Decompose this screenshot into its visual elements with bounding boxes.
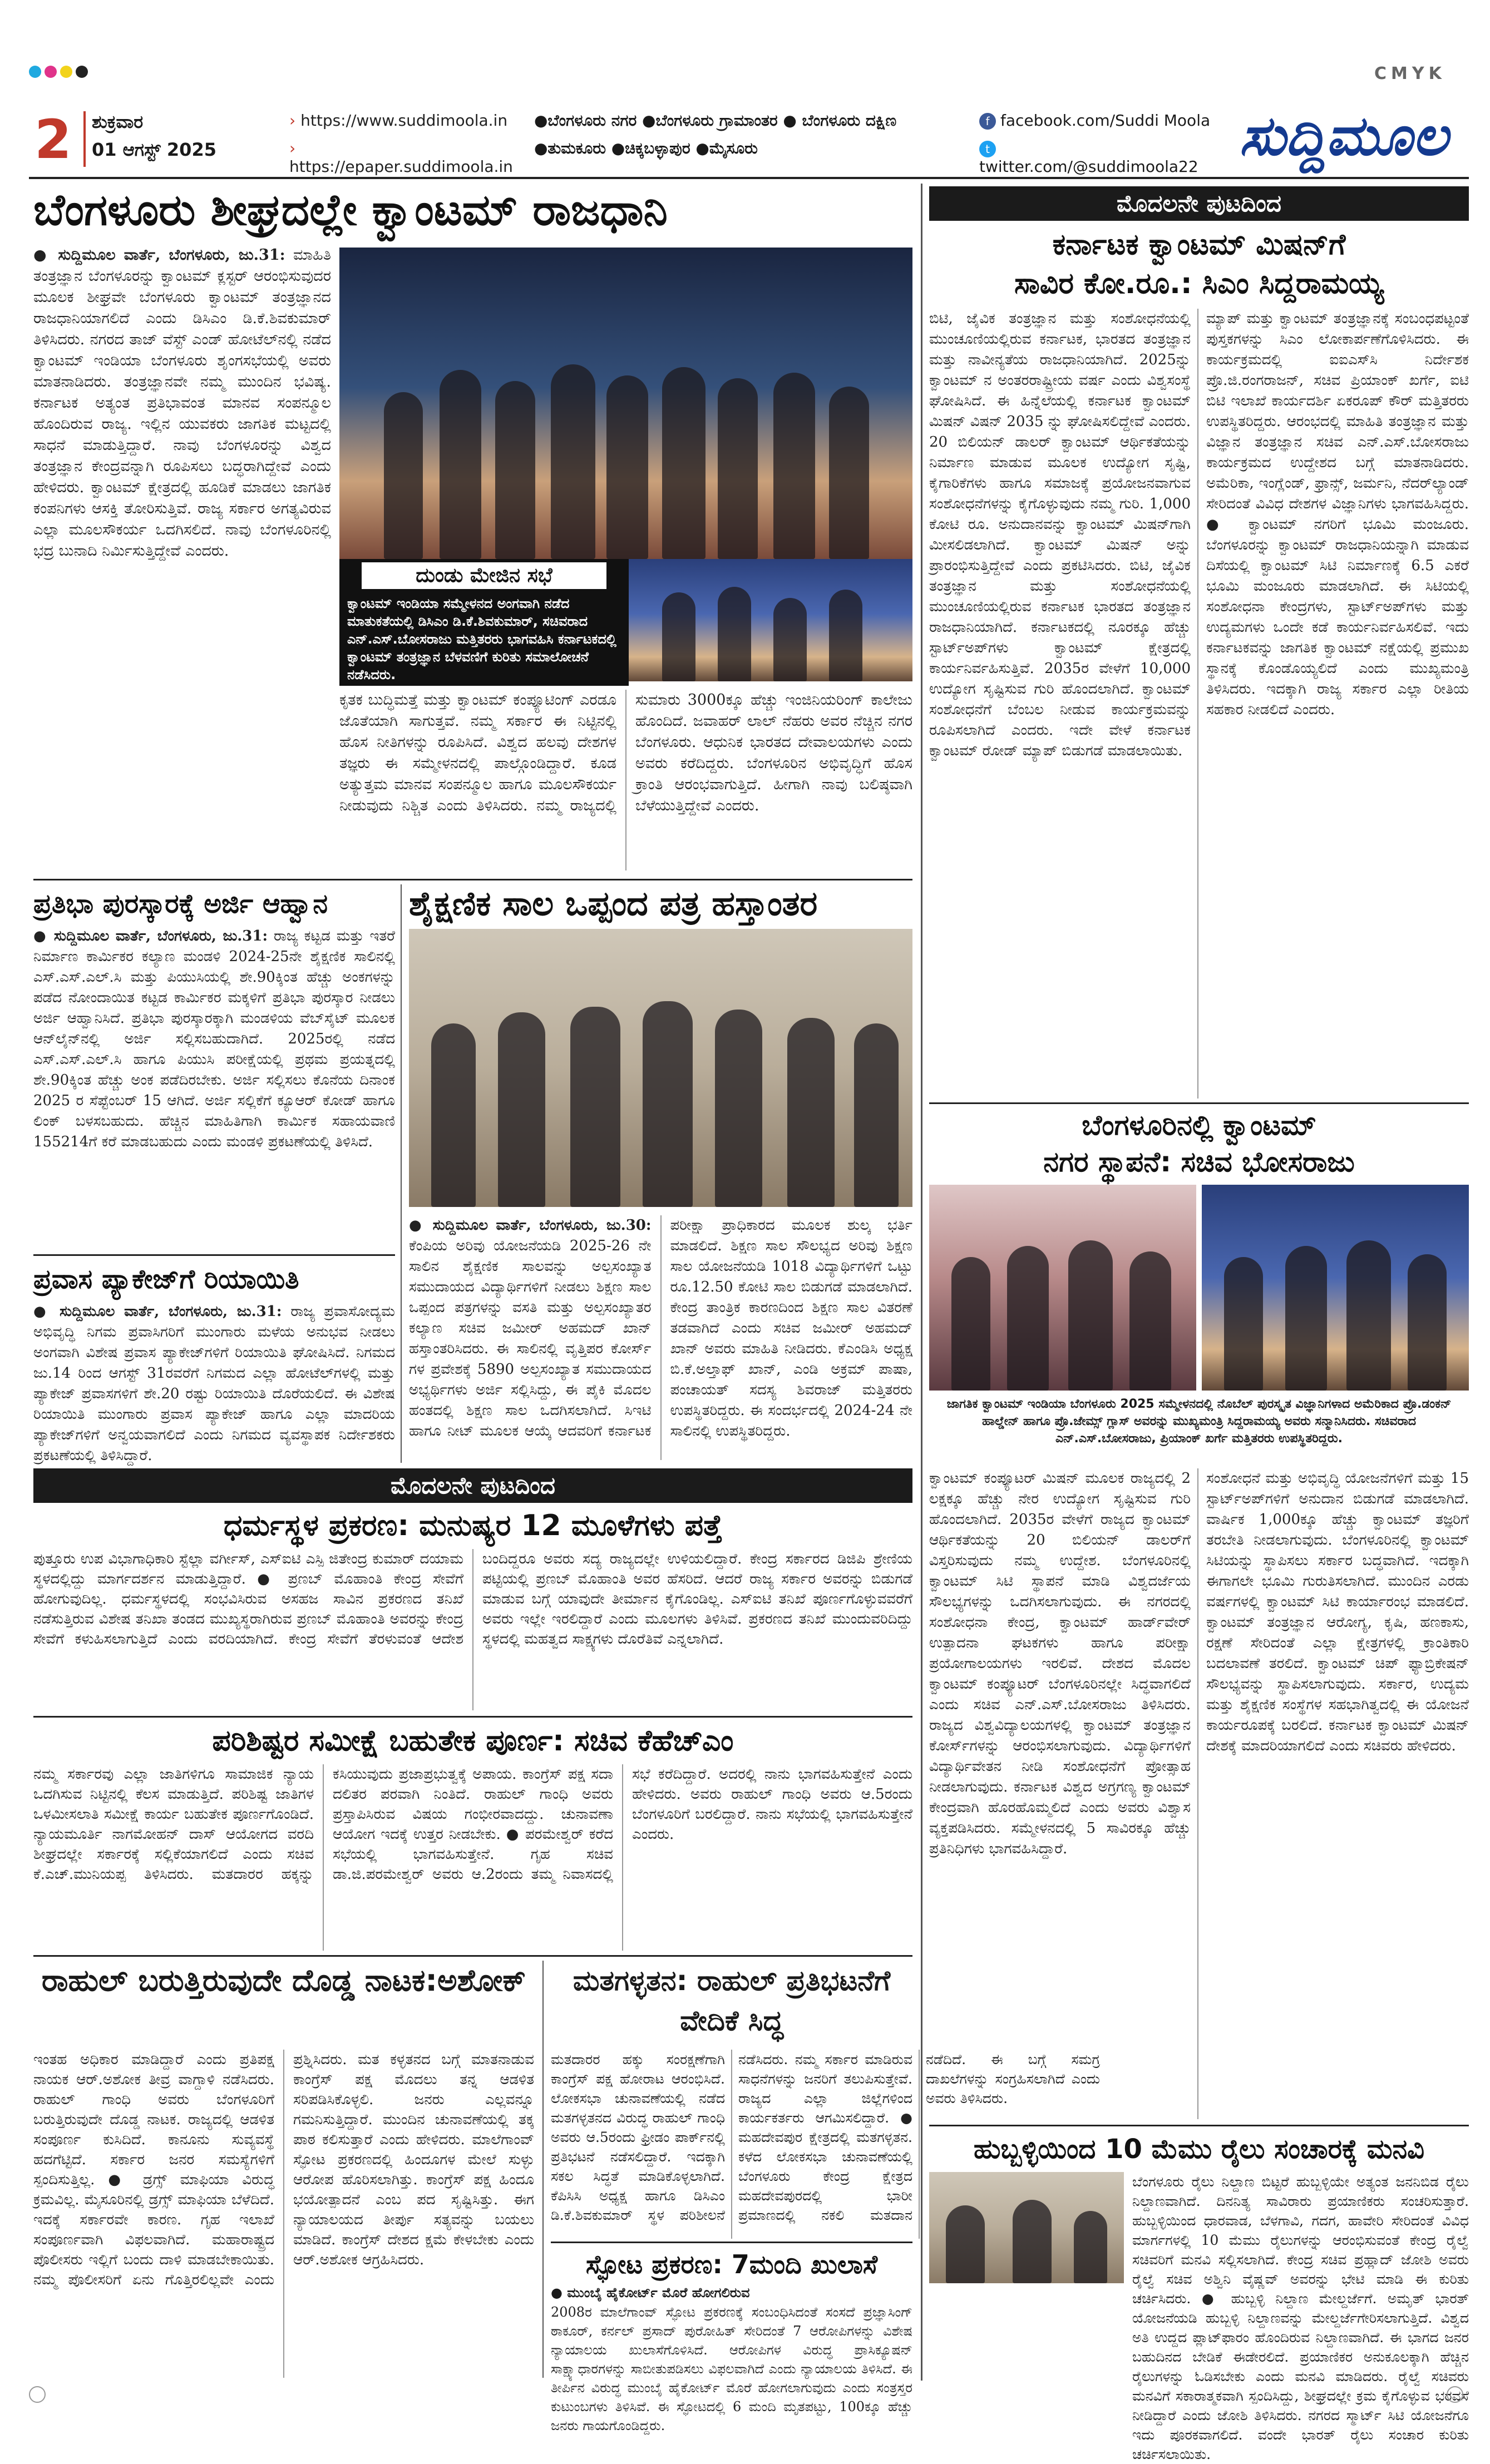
quantum-city-photo-1 [929, 1185, 1196, 1391]
quantum-city-photo-2 [1202, 1185, 1469, 1391]
quantum-mission-story-1: ಬಿಟಿ, ಜೈವಿಕ ತಂತ್ರಜ್ಞಾನ ಮತ್ತು ಸಂಶೋಧನೆಯಲ್ಲಿ ಮುಂಚೂಣಿಯಲ್ಲಿರುವ ಕರ್ನಾಟಕ, ಭಾರತದ ತಂತ್ರಜ್ಞಾನ ಮತ್ತು ನಾವೀನ್ಯತೆಯ ರಾಜಧಾನಿಯಾಗಿದೆ. 2025ನ್ನು ಕ್ವಾಂಟಮ್ ನ ಅಂತರರಾಷ್ಟ್ರೀಯ ವರ್ಷ ಎಂದು ವಿಶ್ವಸಂಸ್ಥೆ ಘೋಷಿಸಿದೆ. ಈ ಹಿನ್ನೆಲೆಯಲ್ಲಿ ಕರ್ನಾಟಕ ಕ್ವಾಂಟಮ್ ಮಿಷನ್ ವಿಷನ್ 2035 ನ್ನು ಘೋಷಿಸಲಿದ್ದೇವೆ ಎಂದರು. 20 ಬಿಲಿಯನ್ ಡಾಲರ್ ಕ್ವಾಂಟಮ್ ಆರ್ಥಿಕತೆಯನ್ನು ನಿರ್ಮಾಣ ಮಾಡುವ ಮೂಲಕ ಉದ್ಯೋಗ ಸೃಷ್ಟಿ, ಕೈಗಾರಿಕೆಗಳು ಹಾಗೂ ಸಮಾಜಕ್ಕೆ ಪ್ರಯೋಜನವಾಗುವ ಸಂಶೋಧನೆಗಳನ್ನು ಕೈಗೊಳ್ಳುವುದು ನಮ್ಮ ಗುರಿ. 1,000 ಕೋಟಿ ರೂ. ಅನುದಾನವನ್ನು ಕ್ವಾಂಟಮ್ ಮಿಷನ್‌ಗಾಗಿ ಮೀಸಲಿಡಲಾಗಿದೆ. ಕ್ವಾಂಟಮ್ ಮಿಷನ್ ಅನ್ನು ಪ್ರಾರಂಭಿಸುತ್ತಿದ್ದೇವೆ ಎಂದು ಪ್ರಕಟಿಸಿದರು. ಬಿಟಿ, ಜೈವಿಕ ತಂತ್ರಜ್ಞಾನ ಮತ್ತು ಸಂಶೋಧನೆಯಲ್ಲಿ ಮುಂಚೂಣಿಯಲ್ಲಿರುವ ಕರ್ನಾಟಕ ಭಾರತದ ತಂತ್ರಜ್ಞಾನ ರಾಜಧಾನಿಯಾಗಿದೆ. ಕರ್ನಾಟಕದಲ್ಲಿ ನೂರಕ್ಕೂ ಹೆಚ್ಚು ಸ್ಟಾರ್ಟ್‌ಅಪ್‌ಗಳು ಕ್ವಾಂಟಮ್ ಕ್ಷೇತ್ರದಲ್ಲಿ ಕಾರ್ಯನಿರ್ವಹಿಸುತ್ತಿವೆ. 2035ರ ವೇಳೆಗೆ 10,000 ಉದ್ಯೋಗ ಸೃಷ್ಟಿಸುವ ಗುರಿ ಹೊಂದಲಾಗಿದೆ. ಕ್ವಾಂಟಮ್ ಸಂಶೋಧನೆಗೆ ಬೆಂಬಲ ನೀಡುವ ಕಾರ್ಯಕ್ರಮವನ್ನು ರೂಪಿಸಲಾಗಿದೆ ಎಂದರು. ಇದೇ ವೇಳೆ ಕರ್ನಾಟಕ ಕ್ವಾಂಟಮ್ ರೋಡ್ ಮ್ಯಾಪ್ ಬಿಡುಗಡೆ ಮಾಡಲಾಯಿತು. [929, 310, 1191, 759]
black-dot [76, 66, 88, 78]
yellow-dot [60, 66, 72, 78]
registration-mark-left [29, 2386, 46, 2403]
facebook-link[interactable]: f facebook.com/Suddi Moola [979, 111, 1213, 136]
issue-day: ಶುಕ್ರವಾರ [92, 111, 144, 132]
quantum-city-photo-caption: ಜಾಗತಿಕ ಕ್ವಾಂಟಮ್ ಇಂಡಿಯಾ ಬೆಂಗಳೂರು 2025 ಸಮ್ಮೇಳನದಲ್ಲಿ ನೊಬೆಲ್ ಪುರಸ್ಕೃತ ವಿಜ್ಞಾನಿಗಳಾದ ಅಮೆರಿಕಾದ ಪ್ರೊ.ಡಂಕನ್ ಹಾಲ್ಡೇನ್ ಹಾಗೂ ಪ್ರೊ.ಜೇಮ್ಸ್ ಗ್ಲಾಸ್ ಅವರನ್ನು ಮುಖ್ಯಮಂತ್ರಿ ಸಿದ್ದರಾಮಯ್ಯ ಅವರು ಸನ್ಮಾನಿಸಿದರು. ಸಚಿವರಾದ ಎನ್.ಎಸ್.ಬೋಸರಾಜು, ಪ್ರಿಯಾಂಕ್ ಖರ್ಗೆ ಮತ್ತಿತರರು ಉಪಸ್ಥಿತರಿದ್ದರು. [946, 1397, 1452, 1446]
rahul-story: ಇಂತಹ ಅಧಿಕಾರ ಮಾಡಿದ್ದಾರೆ ಎಂದು ಪ್ರತಿಪಕ್ಷ ನಾಯಕ ಆರ್.ಅಶೋಕ ತೀವ್ರ ವಾಗ್ದಾಳಿ ನಡೆಸಿದರು. ರಾಹುಲ್ ಗಾಂಧಿ ಅವರು ಬೆಂಗಳೂರಿಗೆ ಬರುತ್ತಿರುವುದೇ ದೊಡ್ಡ ನಾಟಕ. ರಾಜ್ಯದಲ್ಲಿ ಆಡಳಿತ ಸಂಪೂರ್ಣ ಕುಸಿದಿದೆ. ಕಾನೂನು ಸುವ್ಯವಸ್ಥೆ ಹದಗೆಟ್ಟಿದೆ. ಸರ್ಕಾರ ಜನರ ಸಮಸ್ಯೆಗಳಿಗೆ ಸ್ಪಂದಿಸುತ್ತಿಲ್ಲ. ● ಡ್ರಗ್ಸ್ ಮಾಫಿಯಾ ವಿರುದ್ಧ ಕ್ರಮವಿಲ್ಲ. ಮೈಸೂರಿನಲ್ಲಿ ಡ್ರಗ್ಸ್ ಮಾಫಿಯಾ ಬೆಳೆದಿದೆ. ಇದಕ್ಕೆ ಸರ್ಕಾರವೇ ಕಾರಣ. ಗೃಹ ಇಲಾಖೆ ಸಂಪೂರ್ಣವಾಗಿ ವಿಫಲವಾಗಿದೆ. ಮಹಾರಾಷ್ಟ್ರದ ಪೊಲೀಸರು ಇಲ್ಲಿಗೆ ಬಂದು ದಾಳಿ ಮಾಡಬೇಕಾಯಿತು. ನಮ್ಮ ಪೊಲೀಸರಿಗೆ ಏನು ಗೊತ್ತಿರಲಿಲ್ಲವೇ ಎಂದು ಪ್ರಶ್ನಿಸಿದರು. ಮತ ಕಳ್ಳತನದ ಬಗ್ಗೆ ಮಾತನಾಡುವ ಕಾಂಗ್ರೆಸ್ ಪಕ್ಷ ಮೊದಲು ತನ್ನ ಆಡಳಿತ ಸರಿಪಡಿಸಿಕೊಳ್ಳಲಿ. ಜನರು ಎಲ್ಲವನ್ನೂ ಗಮನಿಸುತ್ತಿದ್ದಾರೆ. ಮುಂದಿನ ಚುನಾವಣೆಯಲ್ಲಿ ತಕ್ಕ ಪಾಠ ಕಲಿಸುತ್ತಾರೆ ಎಂದು ಹೇಳಿದರು. ಮಾಲೆಗಾಂವ್ ಸ್ಫೋಟ ಪ್ರಕರಣದಲ್ಲಿ ಹಿಂದೂಗಳ ಮೇಲೆ ಸುಳ್ಳು ಆರೋಪ ಹೊರಿಸಲಾಗಿತ್ತು. ಕಾಂಗ್ರೆಸ್ ಪಕ್ಷ ಹಿಂದೂ ಭಯೋತ್ಪಾದನೆ ಎಂಬ ಪದ ಸೃಷ್ಟಿಸಿತ್ತು. ಈಗ ನ್ಯಾಯಾಲಯದ ತೀರ್ಪು ಸತ್ಯವನ್ನು ಬಯಲು ಮಾಡಿದೆ. ಕಾಂಗ್ರೆಸ್ ದೇಶದ ಕ್ಷಮೆ ಕೇಳಬೇಕು ಎಂದು ಆರ್.ಅಶೋಕ ಆಗ್ರಹಿಸಿದರು. [33, 2051, 534, 2288]
hubballi-story: ಬೆಂಗಳೂರು ರೈಲು ನಿಲ್ದಾಣ ಬಿಟ್ಟರೆ ಹುಬ್ಬಳ್ಳಿಯೇ ಅತ್ಯಂತ ಜನನಿಬಿಡ ರೈಲು ನಿಲ್ದಾಣವಾಗಿದೆ. ದಿನನಿತ್ಯ ಸಾವಿರಾರು ಪ್ರಯಾಣಿಕರು ಸಂಚರಿಸುತ್ತಾರೆ. ಹುಬ್ಬಳ್ಳಿಯಿಂದ ಧಾರವಾಡ, ಬೆಳಗಾವಿ, ಗದಗ, ಹಾವೇರಿ ಸೇರಿದಂತೆ ವಿವಿಧ ಮಾರ್ಗಗಳಲ್ಲಿ 10 ಮೆಮು ರೈಲುಗಳನ್ನು ಆರಂಭಿಸುವಂತೆ ಕೇಂದ್ರ ರೈಲ್ವೆ ಸಚಿವರಿಗೆ ಮನವಿ ಸಲ್ಲಿಸಲಾಗಿದೆ. ಕೇಂದ್ರ ಸಚಿವ ಪ್ರಹ್ಲಾದ್ ಜೋಶಿ ಅವರು ರೈಲ್ವೆ ಸಚಿವ ಅಶ್ವಿನಿ ವೈಷ್ಣವ್ ಅವರನ್ನು ಭೇಟಿ ಮಾಡಿ ಈ ಕುರಿತು ಚರ್ಚಿಸಿದರು. ● ಹುಬ್ಬಳ್ಳಿ ನಿಲ್ದಾಣ ಮೇಲ್ದರ್ಜೆಗೆ. ಅಮೃತ್ ಭಾರತ್ ಯೋಜನೆಯಡಿ ಹುಬ್ಬಳ್ಳಿ ನಿಲ್ದಾಣವನ್ನು ಮೇಲ್ದರ್ಜೆಗೇರಿಸಲಾಗುತ್ತಿದೆ. ವಿಶ್ವದ ಅತಿ ಉದ್ದದ ಪ್ಲಾಟ್‌ಫಾರಂ ಹೊಂದಿರುವ ನಿಲ್ದಾಣವಾಗಿದೆ. ಈ ಭಾಗದ ಜನರ ಬಹುದಿನದ ಬೇಡಿಕೆ ಈಡೇರಲಿದೆ. ಪ್ರಯಾಣಿಕರ ಅನುಕೂಲಕ್ಕಾಗಿ ಹೆಚ್ಚಿನ ರೈಲುಗಳನ್ನು ಓಡಿಸಬೇಕು ಎಂದು ಮನವಿ ಮಾಡಿದರು. ರೈಲ್ವೆ ಸಚಿವರು ಮನವಿಗೆ ಸಕಾರಾತ್ಮಕವಾಗಿ ಸ್ಪಂದಿಸಿದ್ದು, ಶೀಘ್ರದಲ್ಲೇ ಕ್ರಮ ಕೈಗೊಳ್ಳುವ ಭರವಸೆ ನೀಡಿದ್ದಾರೆ ಎಂದು ಜೋಶಿ ತಿಳಿಸಿದರು. ನಗರದ ಸ್ಮಾರ್ಟ್ ಸಿಟಿ ಯೋಜನೆಗೂ ಇದು ಪೂರಕವಾಗಲಿದೆ. ವಂದೇ ಭಾರತ್ ರೈಲು ಸಂಚಾರ ಕುರಿತು ಚರ್ಚಿಸಲಾಯಿತು. [1132, 2174, 1469, 2462]
cyan-dot [29, 66, 41, 78]
parishishta-headline: ಪರಿಶಿಷ್ಟರ ಸಮೀಕ್ಷೆ ಬಹುತೇಕ ಪೂರ್ಣ: ಸಚಿವ ಕೆಹೆಚ್‌ಎಂ [212, 1724, 734, 1758]
quantum-mission-headline-2: ಸಾವಿರ ಕೋ.ರೂ.: ಸಿಎಂ ಸಿದ್ದರಾಮಯ್ಯ [1014, 267, 1384, 300]
hubballi-photo [929, 2172, 1124, 2283]
magenta-dot [45, 66, 57, 78]
lead-photo-2 [629, 559, 912, 681]
page-number: 2 [34, 108, 72, 171]
shaikshanika-story: ● ಸುದ್ದಿಮೂಲ ವಾರ್ತೆ, ಬೆಂಗಳೂರು, ಜು.30: ಕೆಂಪಿಯ ಅರಿವು ಯೋಜನೆಯಡಿ 2025-26 ನೇ ಸಾಲಿನ ಶೈಕ್ಷಣಿಕ ಸಾಲವನ್ನು ಅಲ್ಪಸಂಖ್ಯಾತ ಸಮುದಾಯದ ವಿದ್ಯಾರ್ಥಿಗಳಿಗೆ ನೀಡಲು ಶಿಕ್ಷಣ ಸಾಲ ಒಪ್ಪಂದ ಪತ್ರಗಳನ್ನು ವಸತಿ ಮತ್ತು ಅಲ್ಪಸಂಖ್ಯಾತರ ಕಲ್ಯಾಣ ಸಚಿವ ಜಮೀರ್ ಅಹಮದ್ ಖಾನ್ ಹಸ್ತಾಂತರಿಸಿದರು. ಈ ಸಾಲಿನಲ್ಲಿ ವೃತ್ತಿಪರ ಕೋರ್ಸ್ ಗಳ ಪ್ರವೇಶಕ್ಕೆ 5890 ಅಲ್ಪಸಂಖ್ಯಾತ ಸಮುದಾಯದ ಅಭ್ಯರ್ಥಿಗಳು ಅರ್ಜಿ ಸಲ್ಲಿಸಿದ್ದು, ಈ ಪೈಕಿ ಮೊದಲ ಹಂತದಲ್ಲಿ ಶಿಕ್ಷಣ ಸಾಲ ಒದಗಿಸಲಾಗಿದೆ. ಸಿಇಟಿ ಹಾಗೂ ನೀಟ್ ಮೂಲಕ ಆಯ್ಕೆ ಆದವರಿಗೆ ಕರ್ನಾಟಕ ಪರೀಕ್ಷಾ ಪ್ರಾಧಿಕಾರದ ಮೂಲಕ ಶುಲ್ಕ ಭರ್ತಿ ಮಾಡಲಿದೆ. ಶಿಕ್ಷಣ ಸಾಲ ಸೌಲಭ್ಯದ ಅರಿವು ಶಿಕ್ಷಣ ಸಾಲ ಯೋಜನೆಯಡಿ 1018 ವಿದ್ಯಾರ್ಥಿಗಳಿಗೆ ಒಟ್ಟು ರೂ.12.50 ಕೋಟಿ ಸಾಲ ಬಿಡುಗಡೆ ಮಾಡಲಾಗಿದೆ. ಕೇಂದ್ರ ತಾಂತ್ರಿಕ ಕಾರಣದಿಂದ ಶಿಕ್ಷಣ ಸಾಲ ವಿತರಣೆ ತಡವಾಗಿದೆ ಎಂದು ಸಚಿವ ಜಮೀರ್ ಅಹಮದ್ ಖಾನ್ ಅವರು ಮಾಹಿತಿ ನೀಡಿದರು. ಕೆಎಂಡಿಸಿ ಅಧ್ಯಕ್ಷ ಬಿ.ಕೆ.ಅಲ್ತಾಫ್ ಖಾನ್, ಎಂಡಿ ಅಕ್ರಮ್ ಪಾಷಾ, ಪಂಚಾಯತ್ ಸದಸ್ಯ ಶಿವರಾಜ್ ಮತ್ತಿತರರು ಉಪಸ್ಥಿತರಿದ್ದರು. ಈ ಸಂದರ್ಭದಲ್ಲಿ 2024-24 ನೇ ಸಾಲಿನಲ್ಲಿ ಉಪಸ್ಥಿತರಿದ್ದರು. [409, 1217, 912, 1439]
quantum-city-story-2: ಸಂಶೋಧನೆ ಮತ್ತು ಅಭಿವೃದ್ಧಿ ಯೋಜನೆಗಳಿಗೆ ಮತ್ತು 15 ಸ್ಟಾರ್ಟ್‌ಅಪ್‌ಗಳಿಗೆ ಅನುದಾನ ಬಿಡುಗಡೆ ಮಾಡಲಾಗಿದೆ. ವಾರ್ಷಿಕ 1,000ಕ್ಕೂ ಹೆಚ್ಚು ಕ್ವಾಂಟಮ್ ತಜ್ಞರಿಗೆ ತರಬೇತಿ ನೀಡಲಾಗುವುದು. ಬೆಂಗಳೂರಿನಲ್ಲಿ ಕ್ವಾಂಟಮ್ ಸಿಟಿಯನ್ನು ಸ್ಥಾಪಿಸಲು ಸರ್ಕಾರ ಬದ್ಧವಾಗಿದೆ. ಇದಕ್ಕಾಗಿ ಈಗಾಗಲೇ ಭೂಮಿ ಗುರುತಿಸಲಾಗಿದೆ. ಮುಂದಿನ ಎರಡು ವರ್ಷಗಳಲ್ಲಿ ಕ್ವಾಂಟಮ್ ಸಿಟಿ ಕಾರ್ಯಾರಂಭ ಮಾಡಲಿದೆ. ಕ್ವಾಂಟಮ್ ತಂತ್ರಜ್ಞಾನ ಆರೋಗ್ಯ, ಕೃಷಿ, ಹಣಕಾಸು, ರಕ್ಷಣೆ ಸೇರಿದಂತೆ ಎಲ್ಲಾ ಕ್ಷೇತ್ರಗಳಲ್ಲಿ ಕ್ರಾಂತಿಕಾರಿ ಬದಲಾವಣೆ ತರಲಿದೆ. ಕ್ವಾಂಟಮ್ ಚಿಪ್ ಫ್ಯಾಬ್ರಿಕೇಷನ್ ಸೌಲಭ್ಯವನ್ನು ಸ್ಥಾಪಿಸಲಾಗುವುದು. ಸರ್ಕಾರ, ಉದ್ಯಮ ಮತ್ತು ಶೈಕ್ಷಣಿಕ ಸಂಸ್ಥೆಗಳ ಸಹಭಾಗಿತ್ವದಲ್ಲಿ ಈ ಯೋಜನೆ ಕಾರ್ಯರೂಪಕ್ಕೆ ಬರಲಿದೆ. ಕರ್ನಾಟಕ ಕ್ವಾಂಟಮ್ ಮಿಷನ್ ದೇಶಕ್ಕೆ ಮಾದರಿಯಾಗಲಿದೆ ಎಂದು ಸಚಿವರು ಹೇಳಿದರು. [1206, 1470, 1469, 1754]
lead-text-left: ಮಾಹಿತಿ ತಂತ್ರಜ್ಞಾನ ಬೆಂಗಳೂರನ್ನು ಕ್ವಾಂಟಮ್ ಕ್ಲಸ್ಟರ್ ಆರಂಭಿಸುವುದರ ಮೂಲಕ ಶೀಘ್ರವೇ ಬೆಂಗಳೂರು ಕ್ವಾಂಟಮ್ ತಂತ್ರಜ್ಞಾನದ ರಾಜಧಾನಿಯಾಗಲಿದೆ ಎಂದು ಡಿಸಿಎಂ ಡಿ.ಕೆ.ಶಿವಕುಮಾರ್ ತಿಳಿಸಿದರು. ನಗರದ ತಾಜ್ ವೆಸ್ಟ್ ಎಂಡ್ ಹೋಟೆಲ್‌ನಲ್ಲಿ ನಡೆದ ಕ್ವಾಂಟಮ್ ಇಂಡಿಯಾ ಬೆಂಗಳೂರು ಶೃಂಗಸಭೆಯಲ್ಲಿ ಅವರು ಮಾತನಾಡಿದರು. ತಂತ್ರಜ್ಞಾನವೇ ನಮ್ಮ ಮುಂದಿನ ಭವಿಷ್ಯ. ಕರ್ನಾಟಕ ಅತ್ಯಂತ ಪ್ರತಿಭಾವಂತ ಮಾನವ ಸಂಪನ್ಮೂಲ ಹೊಂದಿರುವ ರಾಜ್ಯ. ಇಲ್ಲಿನ ಯುವಕರು ಜಾಗತಿಕ ಮಟ್ಟದಲ್ಲಿ ಸಾಧನೆ ಮಾಡುತ್ತಿದ್ದಾರೆ. ನಾವು ಬೆಂಗಳೂರನ್ನು ವಿಶ್ವದ ತಂತ್ರಜ್ಞಾನ ಕೇಂದ್ರವನ್ನಾಗಿ ರೂಪಿಸಲು ಬದ್ಧರಾಗಿದ್ದೇವೆ ಎಂದು ಹೇಳಿದರು. ಕ್ವಾಂಟಮ್ ಕ್ಷೇತ್ರದಲ್ಲಿ ಹೂಡಿಕೆ ಮಾಡಲು ಜಾಗತಿಕ ಕಂಪನಿಗಳು ಆಸಕ್ತಿ ತೋರಿಸುತ್ತಿವೆ. ರಾಜ್ಯ ಸರ್ಕಾರ ಅಗತ್ಯವಿರುವ ಎಲ್ಲಾ ಮೂಲಸೌಕರ್ಯ ಒದಗಿಸಲಿದೆ. ನಾವು ಬೆಂಗಳೂರಿನಲ್ಲಿ ಭದ್ರ ಬುನಾದಿ ನಿರ್ಮಿಸುತ್ತಿದ್ದೇವೆ ಎಂದರು. [33, 246, 332, 560]
arrow-icon: › [289, 111, 296, 130]
lead-story-left [33, 245, 331, 870]
color-registration-dots [29, 66, 140, 82]
cmyk-label: CMYK [1374, 64, 1446, 83]
issue-date: 01 ಆಗಸ್ಟ್ 2025 [92, 139, 216, 160]
twitter-icon: t [979, 141, 996, 157]
pratibha-story: ● ಸುದ್ದಿಮೂಲ ವಾರ್ತೆ, ಬೆಂಗಳೂರು, ಜು.31: ರಾಜ್ಯ ಕಟ್ಟಡ ಮತ್ತು ಇತರೆ ನಿರ್ಮಾಣ ಕಾರ್ಮಿಕರ ಕಲ್ಯಾಣ ಮಂಡಳಿ 2024-25ನೇ ಶೈಕ್ಷಣಿಕ ಸಾಲಿನಲ್ಲಿ ಎಸ್.ಎಸ್.ಎಲ್.ಸಿ ಮತ್ತು ಪಿಯುಸಿಯಲ್ಲಿ ಶೇ.90ಕ್ಕಿಂತ ಹೆಚ್ಚು ಅಂಕಗಳನ್ನು ಪಡೆದ ನೋಂದಾಯಿತ ಕಟ್ಟಡ ಕಾರ್ಮಿಕರ ಮಕ್ಕಳಿಗೆ ಪ್ರತಿಭಾ ಪುರಸ್ಕಾರ ನೀಡಲು ಅರ್ಜಿ ಆಹ್ವಾನಿಸಿದೆ. ಪ್ರತಿಭಾ ಪುರಸ್ಕಾರಕ್ಕಾಗಿ ಮಂಡಳಿಯ ವೆಬ್‌ಸೈಟ್ ಮೂಲಕ ಆನ್‌ಲೈನ್‌ನಲ್ಲಿ ಅರ್ಜಿ ಸಲ್ಲಿಸಬಹುದಾಗಿದೆ. 2025ರಲ್ಲಿ ನಡೆದ ಎಸ್.ಎಸ್.ಎಲ್.ಸಿ ಹಾಗೂ ಪಿಯುಸಿ ಪರೀಕ್ಷೆಯಲ್ಲಿ ಪ್ರಥಮ ಪ್ರಯತ್ನದಲ್ಲಿ ಶೇ.90ಕ್ಕಿಂತ ಹೆಚ್ಚು ಅಂಕ ಪಡೆದಿರಬೇಕು. ಅರ್ಜಿ ಸಲ್ಲಿಸಲು ಕೊನೆಯ ದಿನಾಂಕ 2025 ರ ಸೆಪ್ಟೆಂಬರ್ 15 ಆಗಿದೆ. ಅರ್ಜಿ ಸಲ್ಲಿಕೆಗೆ ಕ್ಯೂಆರ್ ಕೋಡ್ ಹಾಗೂ ಲಿಂಕ್ ಬಳಸಬಹುದು. ಹೆಚ್ಚಿನ ಮಾಹಿತಿಗಾಗಿ ಕಾರ್ಮಿಕ ಸಹಾಯವಾಣಿ 155214ಗೆ ಕರೆ ಮಾಡಬಹುದು ಎಂದು ಮಂಡಳಿ ಪ್ರಕಟಣೆಯಲ್ಲಿ ತಿಳಿಸಿದೆ. [33, 928, 396, 1150]
lead-headline: ಬೆಂಗಳೂರು ಶೀಘ್ರದಲ್ಲೇ ಕ್ವಾಂಟಮ್ ರಾಜಧಾನಿ [33, 185, 668, 235]
dharmasthala-headline: ಧರ್ಮಸ್ಥಳ ಪ್ರಕರಣ: ಮನುಷ್ಯರ 12 ಮೂಳೆಗಳು ಪತ್ತೆ [223, 1509, 723, 1542]
dharmasthala-story: ಪುತ್ತೂರು ಉಪ ವಿಭಾಗಾಧಿಕಾರಿ ಸ್ಟೆಲ್ಲಾ ವರ್ಗೀಸ್, ಎಸ್‌ಐಟಿ ಎಸ್ಪಿ ಜಿತೇಂದ್ರ ಕುಮಾರ್ ದಯಾಮ ಸ್ಥಳದಲ್ಲಿದ್ದು ಮಾರ್ಗದರ್ಶನ ಮಾಡುತ್ತಿದ್ದಾರೆ. ● ಪ್ರಣಬ್ ಮೊಹಾಂತಿ ಕೇಂದ್ರ ಸೇವೆಗೆ ಹೋಗುವುದಿಲ್ಲ. ಧರ್ಮಸ್ಥಳದಲ್ಲಿ ಸಂಭವಿಸಿರುವ ಅಸಹಜ ಸಾವಿನ ಪ್ರಕರಣದ ತನಿಖೆ ನಡೆಸುತ್ತಿರುವ ವಿಶೇಷ ತನಿಖಾ ತಂಡದ ಮುಖ್ಯಸ್ಥರಾಗಿರುವ ಪ್ರಣಬ್ ಮೊಹಾಂತಿ ಅವರನ್ನು ಕೇಂದ್ರ ಸೇವೆಗೆ ಕಳುಹಿಸಲಾಗುತ್ತಿದೆ ಎಂದು ವರದಿಯಾಗಿದೆ. ಕೇಂದ್ರ ಸೇವೆಗೆ ತೆರಳುವಂತೆ ಆದೇಶ ಬಂದಿದ್ದರೂ ಅವರು ಸದ್ಯ ರಾಜ್ಯದಲ್ಲೇ ಉಳಿಯಲಿದ್ದಾರೆ. ಕೇಂದ್ರ ಸರ್ಕಾರದ ಡಿಜಿಪಿ ಶ್ರೇಣಿಯ ಪಟ್ಟಿಯಲ್ಲಿ ಪ್ರಣಬ್ ಮೊಹಾಂತಿ ಅವರ ಹೆಸರಿದೆ. ಆದರೆ ರಾಜ್ಯ ಸರ್ಕಾರ ಅವರನ್ನು ಬಿಡುಗಡೆ ಮಾಡುವ ಬಗ್ಗೆ ಯಾವುದೇ ತೀರ್ಮಾನ ಕೈಗೊಂಡಿಲ್ಲ. ಎಸ್‌ಐಟಿ ತನಿಖೆ ಪೂರ್ಣಗೊಳ್ಳುವವರೆಗೆ ಅವರು ಇಲ್ಲೇ ಇರಲಿದ್ದಾರೆ ಎಂದು ಮೂಲಗಳು ತಿಳಿಸಿವೆ. ಪ್ರಕರಣದ ತನಿಖೆ ಮುಂದುವರಿದಿದ್ದು ಸ್ಥಳದಲ್ಲಿ ಮಹತ್ವದ ಸಾಕ್ಷ್ಯಗಳು ದೊರೆತಿವೆ ಎನ್ನಲಾಗಿದೆ. [33, 1551, 912, 1647]
lead-caption-title: ದುಂಡು ಮೇಜಿನ ಸಭೆ [362, 562, 606, 589]
lead-photo [339, 248, 912, 559]
lead-text-right: ಕೃತಕ ಬುದ್ಧಿಮತ್ತೆ ಮತ್ತು ಕ್ವಾಂಟಮ್ ಕಂಪ್ಯೂಟಿಂಗ್ ಎರಡೂ ಜೊತೆಯಾಗಿ ಸಾಗುತ್ತವೆ. ನಮ್ಮ ಸರ್ಕಾರ ಈ ನಿಟ್ಟಿನಲ್ಲಿ ಹೊಸ ನೀತಿಗಳನ್ನು ರೂಪಿಸಿದೆ. ವಿಶ್ವದ ಹಲವು ದೇಶಗಳ ತಜ್ಞರು ಈ ಸಮ್ಮೇಳನದಲ್ಲಿ ಪಾಲ್ಗೊಂಡಿದ್ದಾರೆ. ಕೂಡ ಅತ್ಯುತ್ತಮ ಮಾನವ ಸಂಪನ್ಮೂಲ ಹಾಗೂ ಮೂಲಸೌಕರ್ಯ ನೀಡುವುದು ನಿಶ್ಚಿತ ಎಂದು ತಿಳಿಸಿದರು. ನಮ್ಮ ರಾಜ್ಯದಲ್ಲಿ ಸುಮಾರು 3000ಕ್ಕೂ ಹೆಚ್ಚು ಇಂಜಿನಿಯರಿಂಗ್ ಕಾಲೇಜು ಹೊಂದಿದೆ. ಜವಾಹರ್ ಲಾಲ್ ನೆಹರು ಅವರ ನೆಚ್ಚಿನ ನಗರ ಬೆಂಗಳೂರು. ಆಧುನಿಕ ಭಾರತದ ದೇವಾಲಯಗಳು ಎಂದು ಅವರು ಕರೆದಿದ್ದರು. ಬೆಂಗಳೂರಿನ ಅಭಿವೃದ್ಧಿಗೆ ಹೊಸ ಕ್ರಾಂತಿ ಆರಂಭವಾಗುತ್ತಿದೆ. ಹೀಗಾಗಿ ನಾವು ಬಲಿಷ್ಠವಾಗಿ ಬೆಳೆಯುತ್ತಿದ್ದೇವೆ ಎಂದರು. [339, 691, 912, 814]
quantum-mission-story-2: ಮ್ಯಾಪ್ ಮತ್ತು ಕ್ವಾಂಟಮ್ ತಂತ್ರಜ್ಞಾನಕ್ಕೆ ಸಂಬಂಧಪಟ್ಟಂತೆ ಪುಸ್ತಕಗಳನ್ನು ಸಿಎಂ ಲೋಕಾರ್ಪಣೆಗೊಳಿಸಿದರು. ಈ ಕಾರ್ಯಕ್ರಮದಲ್ಲಿ ಐಐಎಸ್‌ಸಿ ನಿರ್ದೇಶಕ ಪ್ರೊ.ಜಿ.ರಂಗರಾಜನ್, ಸಚಿವ ಪ್ರಿಯಾಂಕ್ ಖರ್ಗೆ, ಐಟಿ ಬಿಟಿ ಇಲಾಖೆ ಕಾರ್ಯದರ್ಶಿ ಏಕರೂಪ್ ಕೌರ್ ಮತ್ತಿತರರು ಉಪಸ್ಥಿತರಿದ್ದರು. ಆರಂಭದಲ್ಲಿ ಮಾಹಿತಿ ತಂತ್ರಜ್ಞಾನ ಮತ್ತು ವಿಜ್ಞಾನ ತಂತ್ರಜ್ಞಾನ ಸಚಿವ ಎನ್.ಎಸ್.ಬೋಸರಾಜು ಕಾರ್ಯಕ್ರಮದ ಉದ್ದೇಶದ ಬಗ್ಗೆ ಮಾತನಾಡಿದರು. ಅಮೆರಿಕಾ, ಇಂಗ್ಲೆಂಡ್, ಫ್ರಾನ್ಸ್, ಜರ್ಮನಿ, ನೆದರ್‌ಲ್ಯಾಂಡ್ ಸೇರಿದಂತೆ ವಿವಿಧ ದೇಶಗಳ ವಿಜ್ಞಾನಿಗಳು ಭಾಗವಹಿಸಿದ್ದರು. ● ಕ್ವಾಂಟಮ್ ನಗರಿಗೆ ಭೂಮಿ ಮಂಜೂರು. ಬೆಂಗಳೂರನ್ನು ಕ್ವಾಂಟಮ್ ರಾಜಧಾನಿಯನ್ನಾಗಿ ಮಾಡುವ ದಿಸೆಯಲ್ಲಿ ಕ್ವಾಂಟಮ್ ಸಿಟಿ ನಿರ್ಮಾಣಕ್ಕೆ 6.5 ಎಕರೆ ಭೂಮಿ ಮಂಜೂರು ಮಾಡಲಾಗಿದೆ. ಈ ಸಿಟಿಯಲ್ಲಿ ಸಂಶೋಧನಾ ಕೇಂದ್ರಗಳು, ಸ್ಟಾರ್ಟ್‌ಅಪ್‌ಗಳು ಮತ್ತು ಉದ್ಯಮಗಳು ಒಂದೇ ಕಡೆ ಕಾರ್ಯನಿರ್ವಹಿಸಲಿವೆ. ಇದು ಕರ್ನಾಟಕವನ್ನು ಜಾಗತಿಕ ಕ್ವಾಂಟಮ್ ನಕ್ಷೆಯಲ್ಲಿ ಪ್ರಮುಖ ಸ್ಥಾನಕ್ಕೆ ಕೊಂಡೊಯ್ಯಲಿದೆ ಎಂದು ಮುಖ್ಯಮಂತ್ರಿ ತಿಳಿಸಿದರು. ಇದಕ್ಕಾಗಿ ರಾಜ್ಯ ಸರ್ಕಾರ ಎಲ್ಲಾ ರೀತಿಯ ಸಹಕಾರ ನೀಡಲಿದೆ ಎಂದರು. [1206, 310, 1469, 718]
parishishta-story: ನಮ್ಮ ಸರ್ಕಾರವು ಎಲ್ಲಾ ಜಾತಿಗಳಿಗೂ ಸಾಮಾಜಿಕ ನ್ಯಾಯ ಒದಗಿಸುವ ನಿಟ್ಟಿನಲ್ಲಿ ಕೆಲಸ ಮಾಡುತ್ತಿದೆ. ಪರಿಶಿಷ್ಟ ಜಾತಿಗಳ ಒಳಮೀಸಲಾತಿ ಸಮೀಕ್ಷೆ ಕಾರ್ಯ ಬಹುತೇಕ ಪೂರ್ಣಗೊಂಡಿದೆ. ನ್ಯಾಯಮೂರ್ತಿ ನಾಗಮೋಹನ್ ದಾಸ್ ಆಯೋಗದ ವರದಿ ಶೀಘ್ರದಲ್ಲೇ ಸರ್ಕಾರಕ್ಕೆ ಸಲ್ಲಿಕೆಯಾಗಲಿದೆ ಎಂದು ಸಚಿವ ಕೆ.ಎಚ್.ಮುನಿಯಪ್ಪ ತಿಳಿಸಿದರು. ಮತದಾರರ ಹಕ್ಕನ್ನು ಕಸಿಯುವುದು ಪ್ರಜಾಪ್ರಭುತ್ವಕ್ಕೆ ಅಪಾಯ. ಕಾಂಗ್ರೆಸ್ ಪಕ್ಷ ಸದಾ ದಲಿತರ ಪರವಾಗಿ ನಿಂತಿದೆ. ರಾಹುಲ್ ಗಾಂಧಿ ಅವರು ಪ್ರಸ್ತಾಪಿಸಿರುವ ವಿಷಯ ಗಂಭೀರವಾದದ್ದು. ಚುನಾವಣಾ ಆಯೋಗ ಇದಕ್ಕೆ ಉತ್ತರ ನೀಡಬೇಕು. ● ಪರಮೇಶ್ವರ್ ಕರೆದ ಸಭೆಯಲ್ಲಿ ಭಾಗವಹಿಸುತ್ತೇನೆ. ಗೃಹ ಸಚಿವ ಡಾ.ಜಿ.ಪರಮೇಶ್ವರ್ ಅವರು ಆ.2ರಂದು ತಮ್ಮ ನಿವಾಸದಲ್ಲಿ ಸಭೆ ಕರೆದಿದ್ದಾರೆ. ಅದರಲ್ಲಿ ನಾನು ಭಾಗವಹಿಸುತ್ತೇನೆ ಎಂದು ಹೇಳಿದರು. ಅವರು ರಾಹುಲ್ ಗಾಂಧಿ ಅವರು ಆ.5ರಂದು ಬೆಂಗಳೂರಿಗೆ ಬರಲಿದ್ದಾರೆ. ನಾನು ಸಭೆಯಲ್ಲಿ ಭಾಗವಹಿಸುತ್ತೇನೆ ಎಂದರು. [33, 1766, 912, 1883]
lead-photo-caption [339, 559, 629, 681]
matagallatana-headline: ಮತಗಳ್ಳತನ: ರಾಹುಲ್ ಪ್ರತಿಭಟನೆಗೆ ವೇದಿಕೆ ಸಿದ್ಧ [573, 1965, 891, 2037]
registration-mark-right [1447, 2386, 1463, 2403]
pratibha-headline: ಪ್ರತಿಭಾ ಪುರಸ್ಕಾರಕ್ಕೆ ಅರ್ಜಿ ಆಹ್ವಾನ [33, 888, 328, 919]
epaper-link[interactable]: › https://epaper.suddimoola.in [289, 139, 513, 176]
quantum-city-headline-2: ನಗರ ಸ್ಥಾಪನೆ: ಸಚಿವ ಭೋಸರಾಜು [1043, 1146, 1355, 1178]
twitter-link[interactable]: ttwitter.com/@suddimoola22 [979, 139, 1213, 164]
editions-row-2: ●ತುಮಕೂರು ●ಚಿಕ್ಕಬಳ್ಳಾಪುರ ●ಮೈಸೂರು [534, 139, 758, 157]
pravasa-story: ● ಸುದ್ದಿಮೂಲ ವಾರ್ತೆ, ಬೆಂಗಳೂರು, ಜು.31: ರಾಜ್ಯ ಪ್ರವಾಸೋದ್ಯಮ ಅಭಿವೃದ್ಧಿ ನಿಗಮ ಪ್ರವಾಸಿಗರಿಗೆ ಮುಂಗಾರು ಮಳೆಯ ಅನುಭವ ನೀಡಲು ಅಂಗವಾಗಿ ವಿಶೇಷ ಪ್ರವಾಸ ಪ್ಯಾಕೇಜ್‌ಗಳಿಗೆ ರಿಯಾಯಿತಿ ಘೋಷಿಸಿದೆ. ನಿಗಮದ ಜು.14 ರಿಂದ ಆಗಸ್ಟ್ 31ರವರೆಗೆ ನಿಗಮದ ಎಲ್ಲಾ ಹೋಟೆಲ್‌ಗಳಲ್ಲಿ ಮತ್ತು ಪ್ಯಾಕೇಜ್ ಪ್ರವಾಸಗಳಿಗೆ ಶೇ.20 ರಷ್ಟು ರಿಯಾಯಿತಿ ದೊರೆಯಲಿದೆ. ಈ ವಿಶೇಷ ರಿಯಾಯಿತಿ ಮುಂಗಾರು ಪ್ರವಾಸ ಪ್ಯಾಕೇಜ್ ಹಾಗೂ ಎಲ್ಲಾ ಮಾದರಿಯ ಪ್ಯಾಕೇಜ್‌ಗಳಿಗೆ ಅನ್ವಯವಾಗಲಿದೆ ಎಂದು ನಿಗಮದ ವ್ಯವಸ್ಥಾಪಕ ನಿರ್ದೇಶಕರು ಪ್ರಕಟಣೆಯಲ್ಲಿ ತಿಳಿಸಿದ್ದಾರೆ. [33, 1303, 395, 1464]
pravasa-headline: ಪ್ರವಾಸ ಪ್ಯಾಕೇಜ್‌ಗೆ ರಿಯಾಯಿತಿ [33, 1264, 299, 1295]
sphota-story: 2008ರ ಮಾಲೆಗಾಂವ್ ಸ್ಫೋಟ ಪ್ರಕರಣಕ್ಕೆ ಸಂಬಂಧಿಸಿದಂತೆ ಸಂಸದೆ ಪ್ರಜ್ಞಾಸಿಂಗ್ ಠಾಕೂರ್, ಕರ್ನಲ್ ಪ್ರಸಾದ್ ಪುರೋಹಿತ್ ಸೇರಿದಂತೆ 7 ಆರೋಪಿಗಳನ್ನು ವಿಶೇಷ ನ್ಯಾಯಾಲಯ ಖುಲಾಸೆಗೊಳಿಸಿದೆ. ಆರೋಪಿಗಳ ವಿರುದ್ಧ ಪ್ರಾಸಿಕ್ಯೂಷನ್ ಸಾಕ್ಷ್ಯಾಧಾರಗಳನ್ನು ಸಾಬೀತುಪಡಿಸಲು ವಿಫಲವಾಗಿದೆ ಎಂದು ನ್ಯಾಯಾಲಯ ತಿಳಿಸಿದೆ. ಈ ತೀರ್ಪಿನ ವಿರುದ್ಧ ಮುಂಬೈ ಹೈಕೋರ್ಟ್ ಮೊರೆ ಹೋಗಲಾಗುವುದು ಎಂದು ಸಂತ್ರಸ್ತರ ಕುಟುಂಬಗಳು ತಿಳಿಸಿವೆ. ಈ ಸ್ಫೋಟದಲ್ಲಿ 6 ಮಂದಿ ಮೃತಪಟ್ಟು, 100ಕ್ಕೂ ಹೆಚ್ಚು ಜನರು ಗಾಯಗೊಂಡಿದ್ದರು. [551, 2304, 912, 2433]
sphota-headline: ಸ್ಫೋಟ ಪ್ರಕರಣ: 7ಮಂದಿ ಖುಲಾಸೆ [585, 2249, 878, 2279]
arrow-icon: › [289, 139, 296, 157]
shaikshanika-photo [409, 929, 912, 1207]
shaikshanika-headline: ಶೈಕ್ಷಣಿಕ ಸಾಲ ಒಪ್ಪಂದ ಪತ್ರ ಹಸ್ತಾಂತರ [409, 884, 818, 923]
quantum-city-headline-1: ಬೆಂಗಳೂರಿನಲ್ಲಿ ಕ್ವಾಂಟಮ್ [1082, 1109, 1316, 1141]
hubballi-memu-headline: ಹುಬ್ಬಳ್ಳಿಯಿಂದ 10 ಮೆಮು ರೈಲು ಸಂಚಾರಕ್ಕೆ ಮನವಿ [973, 2134, 1425, 2165]
newspaper-logo: ಸುದ್ದಿಮೂಲ [1239, 105, 1448, 168]
quantum-city-story-1: ಕ್ವಾಂಟಮ್ ಕಂಪ್ಯೂಟರ್ ಮಿಷನ್ ಮೂಲಕ ರಾಜ್ಯದಲ್ಲಿ 2 ಲಕ್ಷಕ್ಕೂ ಹೆಚ್ಚು ನೇರ ಉದ್ಯೋಗ ಸೃಷ್ಟಿಸುವ ಗುರಿ ಹೊಂದಲಾಗಿದೆ. 2035ರ ವೇಳೆಗೆ ರಾಜ್ಯದ ಕ್ವಾಂಟಮ್ ಆರ್ಥಿಕತೆಯನ್ನು 20 ಬಿಲಿಯನ್ ಡಾಲರ್‌ಗೆ ವಿಸ್ತರಿಸುವುದು ನಮ್ಮ ಉದ್ದೇಶ. ಬೆಂಗಳೂರಿನಲ್ಲಿ ಕ್ವಾಂಟಮ್ ಸಿಟಿ ಸ್ಥಾಪನೆ ಮಾಡಿ ವಿಶ್ವದರ್ಜೆಯ ಸೌಲಭ್ಯಗಳನ್ನು ಒದಗಿಸಲಾಗುವುದು. ಈ ನಗರದಲ್ಲಿ ಸಂಶೋಧನಾ ಕೇಂದ್ರ, ಕ್ವಾಂಟಮ್ ಹಾರ್ಡ್‌ವೇರ್ ಉತ್ಪಾದನಾ ಘಟಕಗಳು ಹಾಗೂ ಪರೀಕ್ಷಾ ಪ್ರಯೋಗಾಲಯಗಳು ಇರಲಿವೆ. ದೇಶದ ಮೊದಲ ಕ್ವಾಂಟಮ್ ಕಂಪ್ಯೂಟರ್ ಬೆಂಗಳೂರಿನಲ್ಲೇ ಸಿದ್ಧವಾಗಲಿದೆ ಎಂದು ಸಚಿವ ಎನ್.ಎಸ್.ಬೋಸರಾಜು ತಿಳಿಸಿದರು. ರಾಜ್ಯದ ವಿಶ್ವವಿದ್ಯಾಲಯಗಳಲ್ಲಿ ಕ್ವಾಂಟಮ್ ತಂತ್ರಜ್ಞಾನ ಕೋರ್ಸ್‌ಗಳನ್ನು ಆರಂಭಿಸಲಾಗುವುದು. ವಿದ್ಯಾರ್ಥಿಗಳಿಗೆ ವಿದ್ಯಾರ್ಥಿವೇತನ ನೀಡಿ ಸಂಶೋಧನೆಗೆ ಪ್ರೋತ್ಸಾಹ ನೀಡಲಾಗುವುದು. ಕರ್ನಾಟಕ ವಿಶ್ವದ ಅಗ್ರಗಣ್ಯ ಕ್ವಾಂಟಮ್ ಕೇಂದ್ರವಾಗಿ ಹೊರಹೊಮ್ಮಲಿದೆ ಎಂದು ಅವರು ವಿಶ್ವಾಸ ವ್ಯಕ್ತಪಡಿಸಿದರು. ಸಮ್ಮೇಳನದಲ್ಲಿ 5 ಸಾವಿರಕ್ಕೂ ಹೆಚ್ಚು ಪ್ರತಿನಿಧಿಗಳು ಭಾಗವಹಿಸಿದ್ದಾರೆ. [929, 1470, 1191, 1857]
quantum-mission-headline-1: ಕರ್ನಾಟಕ ಕ್ವಾಂಟಮ್ ಮಿಷನ್‌ಗೆ [1052, 228, 1346, 261]
editions-row-1: ●ಬೆಂಗಳೂರು ನಗರ ●ಬೆಂಗಳೂರು ಗ್ರಾಮಾಂತರ ● ಬೆಂಗಳೂರು ದಕ್ಷಿಣ [534, 111, 897, 130]
website-link[interactable]: › https://www.suddimoola.in [289, 111, 508, 130]
sphota-subhead: ● ಮುಂಬೈ ಹೈಕೋರ್ಟ್ ಮೊರೆ ಹೋಗಲಿರುವ [551, 2285, 750, 2300]
lead-story-right [339, 690, 912, 870]
matagallatana-story: ಮತದಾರರ ಹಕ್ಕು ಸಂರಕ್ಷಣೆಗಾಗಿ ಕಾಂಗ್ರೆಸ್ ಪಕ್ಷ ಹೋರಾಟ ಆರಂಭಿಸಿದೆ. ಲೋಕಸಭಾ ಚುನಾವಣೆಯಲ್ಲಿ ನಡೆದ ಮತಗಳ್ಳತನದ ವಿರುದ್ಧ ರಾಹುಲ್ ಗಾಂಧಿ ಅವರು ಆ.5ರಂದು ಫ್ರೀಡಂ ಪಾರ್ಕ್‌ನಲ್ಲಿ ಪ್ರತಿಭಟನೆ ನಡೆಸಲಿದ್ದಾರೆ. ಇದಕ್ಕಾಗಿ ಸಕಲ ಸಿದ್ಧತೆ ಮಾಡಿಕೊಳ್ಳಲಾಗಿದೆ. ಕೆಪಿಸಿಸಿ ಅಧ್ಯಕ್ಷ ಹಾಗೂ ಡಿಸಿಎಂ ಡಿ.ಕೆ.ಶಿವಕುಮಾರ್ ಸ್ಥಳ ಪರಿಶೀಲನೆ ನಡೆಸಿದರು. ನಮ್ಮ ಸರ್ಕಾರ ಮಾಡಿರುವ ಸಾಧನೆಗಳನ್ನು ಜನರಿಗೆ ತಲುಪಿಸುತ್ತೇವೆ. ರಾಜ್ಯದ ಎಲ್ಲಾ ಜಿಲ್ಲೆಗಳಿಂದ ಕಾರ್ಯಕರ್ತರು ಆಗಮಿಸಲಿದ್ದಾರೆ. ● ಮಹದೇವಪುರ ಕ್ಷೇತ್ರದಲ್ಲಿ ಮತಗಳ್ಳತನ. ಕಳೆದ ಲೋಕಸಭಾ ಚುನಾವಣೆಯಲ್ಲಿ ಬೆಂಗಳೂರು ಕೇಂದ್ರ ಕ್ಷೇತ್ರದ ಮಹದೇವಪುರದಲ್ಲಿ ಭಾರೀ ಪ್ರಮಾಣದಲ್ಲಿ ನಕಲಿ ಮತದಾನ ನಡೆದಿದೆ. ಈ ಬಗ್ಗೆ ಸಮಗ್ರ ದಾಖಲೆಗಳನ್ನು ಸಂಗ್ರಹಿಸಲಾಗಿದೆ ಎಂದು ಅವರು ತಿಳಿಸಿದರು. [551, 2051, 1100, 2223]
continued-from-front-bar: ಮೊದಲನೇ ಪುಟದಿಂದ [33, 1468, 912, 1503]
right-continued-bar: ಮೊದಲನೇ ಪುಟದಿಂದ [929, 186, 1469, 221]
lead-byline: ● ಸುದ್ದಿಮೂಲ ವಾರ್ತೆ, ಬೆಂಗಳೂರು, ಜು.31: [33, 246, 285, 264]
lead-caption-text: ಕ್ವಾಂಟಮ್ ಇಂಡಿಯಾ ಸಮ್ಮೇಳನದ ಅಂಗವಾಗಿ ನಡೆದ ಮಾತುಕತೆಯಲ್ಲಿ ಡಿಸಿಎಂ ಡಿ.ಕೆ.ಶಿವಕುಮಾರ್, ಸಚಿವರಾದ ಎನ್.ಎಸ್.ಬೋಸರಾಜು ಮತ್ತಿತರರು ಭಾಗವಹಿಸಿ ಕರ್ನಾಟಕದಲ್ಲಿ ಕ್ವಾಂಟಮ್ ತಂತ್ರಜ್ಞಾನ ಬೆಳವಣಿಗೆ ಕುರಿತು ಸಮಾಲೋಚನೆ ನಡೆಸಿದರು. [339, 592, 629, 686]
facebook-icon: f [979, 113, 996, 130]
rahul-headline: ರಾಹುಲ್ ಬರುತ್ತಿರುವುದೇ ದೊಡ್ಡ ನಾಟಕ:ಅಶೋಕ್ [41, 1963, 526, 1998]
